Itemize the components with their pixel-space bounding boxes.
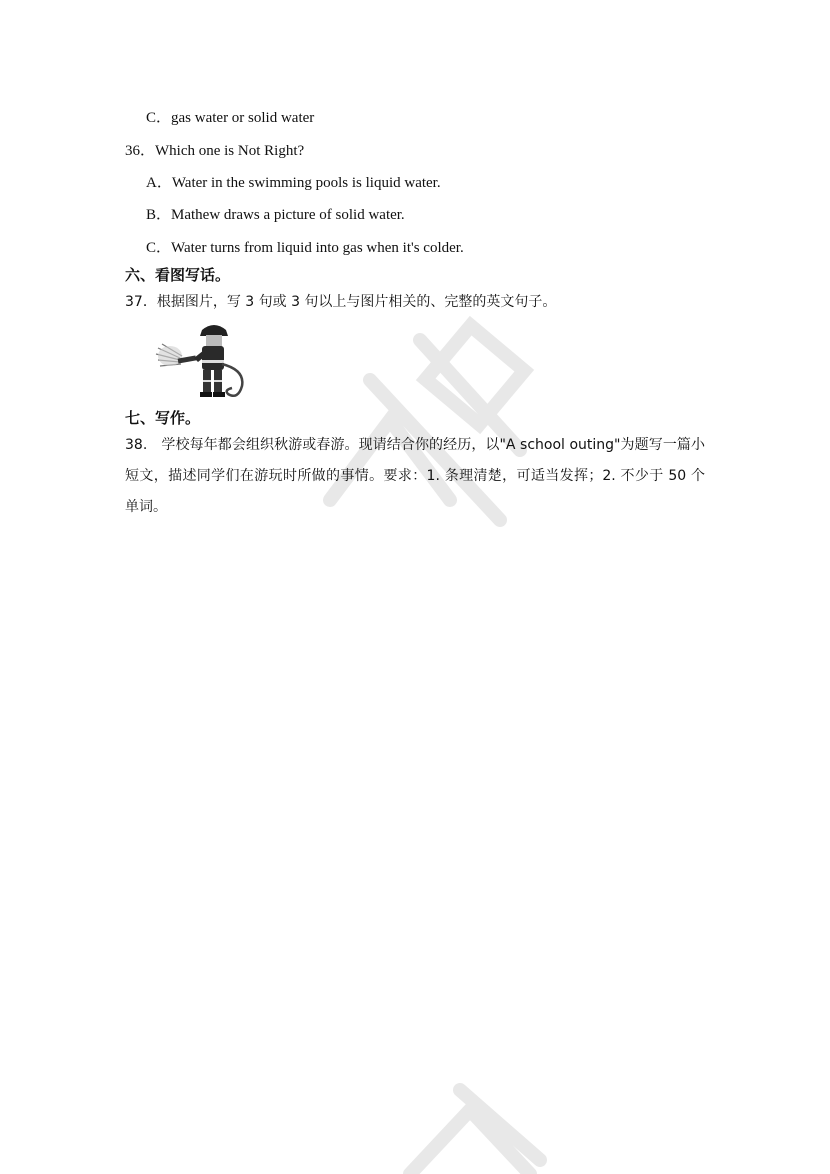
q36-option-a: A．Water in the swimming pools is liquid water. (146, 175, 441, 191)
section6-heading: 六、看图写话。 (125, 266, 231, 284)
q36-question: 36．Which one is Not Right? (125, 143, 305, 159)
q38-prompt: 38. 学校每年都会组织秋游或春游。现请结合你的经历，以"A school outing"为题写一篇小短文，描述同学们在游玩时所做的事情。要求：1. 条理清楚，可适当发挥；2. 不少于 50 个单词。 (125, 437, 705, 515)
q35-option-c: C．gas water or solid water (146, 110, 315, 126)
q36-option-c: C．Water turns from liquid into gas when it's colder. (146, 240, 464, 256)
q37-prompt: 37．根据图片，写 3 句或 3 句以上与图片相关的、完整的英文句子。 (125, 294, 557, 310)
watermark-logo-bottom (390, 1080, 550, 1174)
firefighter-with-hose-icon (150, 320, 252, 402)
section7-heading: 七、写作。 (125, 409, 201, 427)
q36-option-b: B．Mathew draws a picture of solid water. (146, 207, 405, 223)
